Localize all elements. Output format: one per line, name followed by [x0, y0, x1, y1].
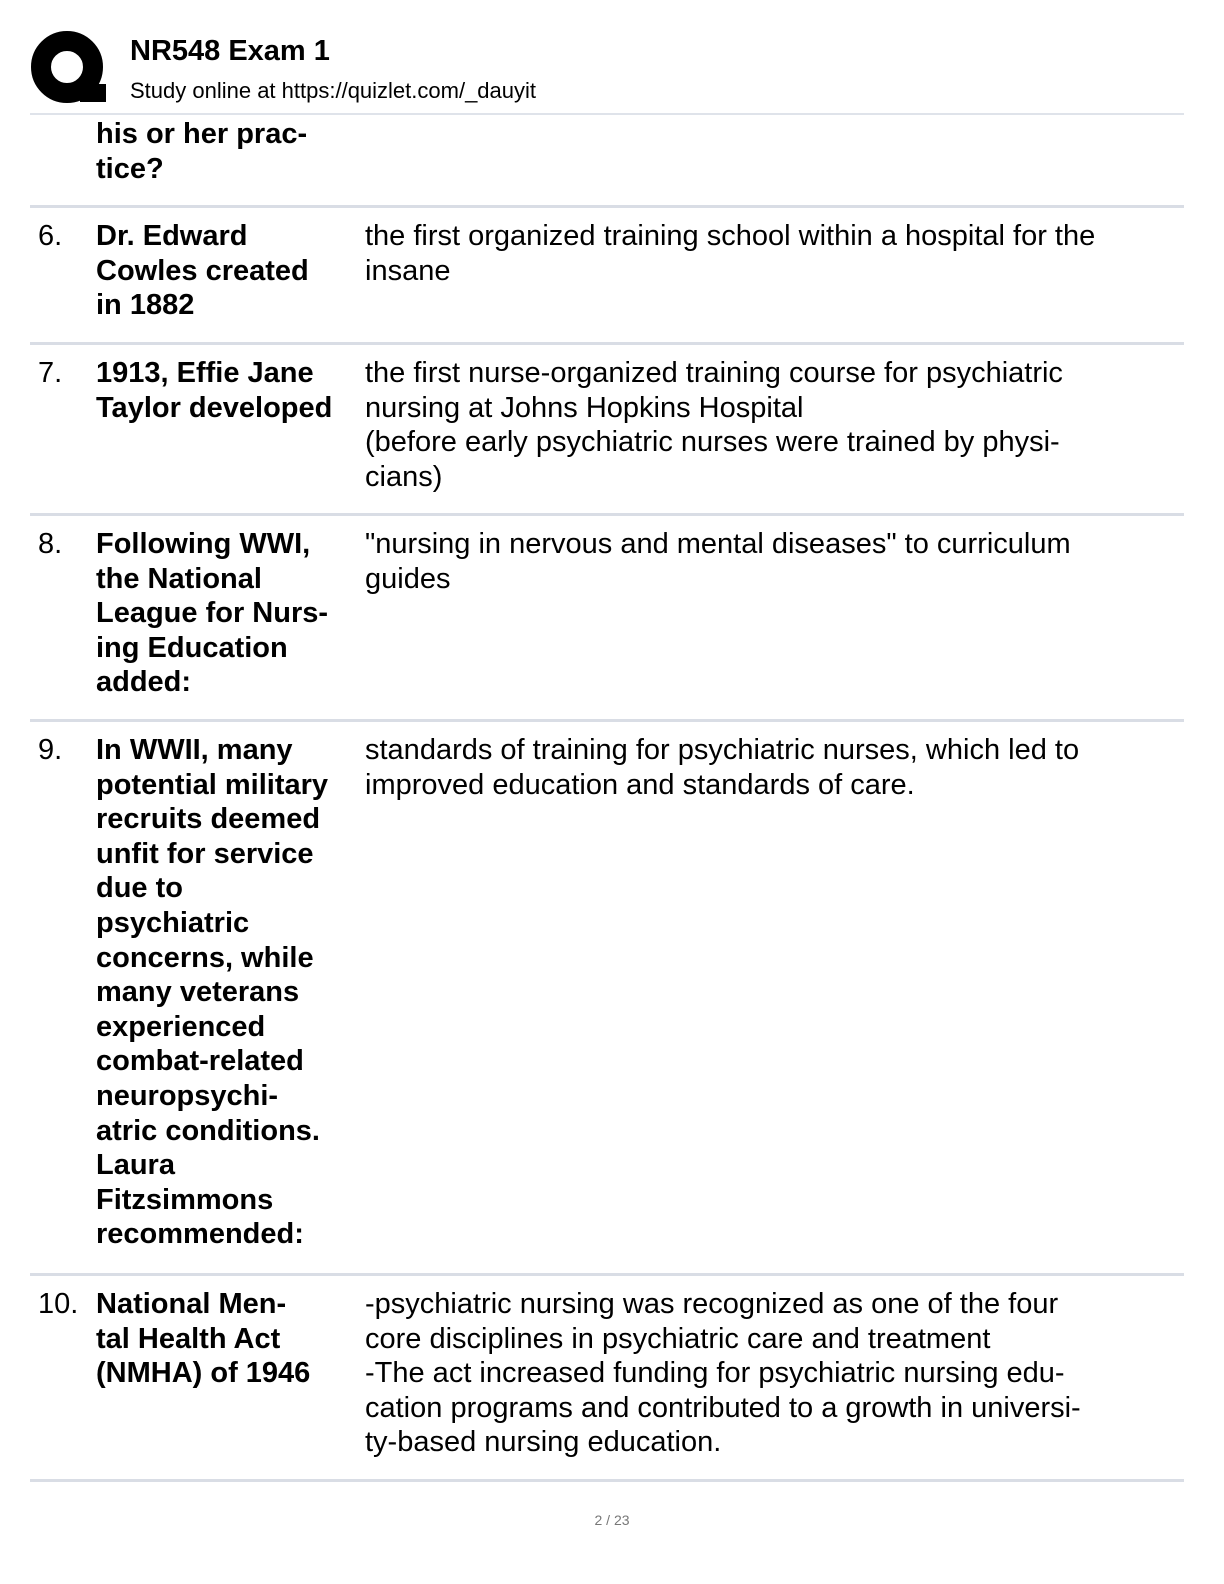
definition-line: nursing at Johns Hopkins Hospital	[365, 391, 804, 424]
flashcard-list	[30, 115, 1184, 1482]
page-indicator: 2 / 23	[594, 1512, 630, 1528]
flashcard-row	[30, 208, 1184, 345]
term-line: recruits deemed	[96, 803, 321, 836]
term-line: concerns, while	[96, 941, 314, 974]
flashcard-row	[30, 1276, 1184, 1482]
card-definition	[365, 356, 1177, 494]
term-line: potential military	[96, 768, 329, 801]
term-line: Following WWI,	[96, 528, 311, 560]
definition-line: insane	[365, 254, 451, 287]
term-line: neuropsychi-	[96, 1079, 279, 1112]
card-number: 6.	[38, 220, 63, 252]
term-line: Laura	[96, 1149, 175, 1182]
definition-line: the first organized training school within a hospital for the	[365, 220, 1096, 252]
term-line: Fitzsimmons	[96, 1183, 274, 1216]
term-line: experienced	[96, 1010, 266, 1043]
term-line: psychiatric	[96, 906, 250, 939]
term-line: tal Health Act	[96, 1322, 281, 1355]
definition-line: cians)	[365, 460, 443, 493]
card-number: 9.	[38, 734, 63, 766]
term-line: tice?	[96, 152, 164, 185]
definition-line: ty-based nursing education.	[365, 1426, 722, 1459]
card-definition	[365, 733, 1177, 802]
term-line: Taylor developed	[96, 391, 333, 424]
term-line: atric conditions.	[96, 1114, 320, 1147]
term-line: In WWII, many	[96, 734, 293, 766]
definition-line: cation programs and contributed to a growth in universi-	[365, 1391, 1081, 1424]
card-definition	[365, 219, 1177, 288]
term-line: Cowles created	[96, 254, 309, 287]
definition-line: the first nurse-organized training course for psychiatric	[365, 357, 1063, 389]
card-term	[96, 733, 358, 1252]
document-title: NR548 Exam 1	[130, 35, 330, 67]
term-line: due to	[96, 872, 183, 905]
flashcard-row	[30, 722, 1184, 1276]
definition-line: guides	[365, 562, 451, 595]
term-line: ing Education	[96, 631, 288, 664]
term-line: many veterans	[96, 976, 300, 1009]
term-line: Dr. Edward	[96, 220, 248, 252]
card-term	[96, 219, 358, 323]
term-line: in 1882	[96, 289, 195, 322]
card-term	[96, 356, 358, 425]
term-line: unfit for service	[96, 837, 314, 870]
card-term	[96, 527, 358, 700]
definition-line: "nursing in nervous and mental diseases" to curriculum	[365, 528, 1071, 560]
card-number: 10.	[38, 1288, 79, 1320]
definition-line: standards of training for psychiatric nurses, which led to	[365, 734, 1080, 766]
term-line: the National	[96, 562, 262, 595]
flashcard-row	[30, 516, 1184, 722]
definition-line: improved education and standards of care.	[365, 768, 915, 801]
document-header	[30, 28, 1184, 114]
flashcard-row	[30, 345, 1184, 516]
card-number: 8.	[38, 528, 63, 560]
card-number: 7.	[38, 357, 63, 389]
definition-line: -psychiatric nursing was recognized as one of the four	[365, 1288, 1059, 1320]
definition-line: (before early psychiatric nurses were trained by physi-	[365, 426, 1060, 459]
card-term	[96, 1287, 358, 1391]
term-line: recommended:	[96, 1218, 304, 1251]
card-definition	[365, 1287, 1177, 1460]
term-line: combat-related	[96, 1045, 304, 1078]
quizlet-logo-icon	[30, 30, 108, 108]
definition-line: core disciplines in psychiatric care and treatment	[365, 1322, 991, 1355]
definition-line: -The act increased funding for psychiatric nursing edu-	[365, 1357, 1065, 1390]
card-term	[96, 117, 358, 186]
flashcard-row	[30, 115, 1184, 208]
term-line: 1913, Effie Jane	[96, 357, 314, 389]
term-line: added:	[96, 666, 192, 699]
term-line: his or her prac-	[96, 118, 308, 150]
study-online-link[interactable]: Study online at https://quizlet.com/_dauyit	[130, 78, 537, 103]
term-line: League for Nurs-	[96, 597, 329, 630]
card-definition	[365, 527, 1177, 596]
term-line: (NMHA) of 1946	[96, 1357, 311, 1390]
term-line: National Men-	[96, 1288, 287, 1320]
